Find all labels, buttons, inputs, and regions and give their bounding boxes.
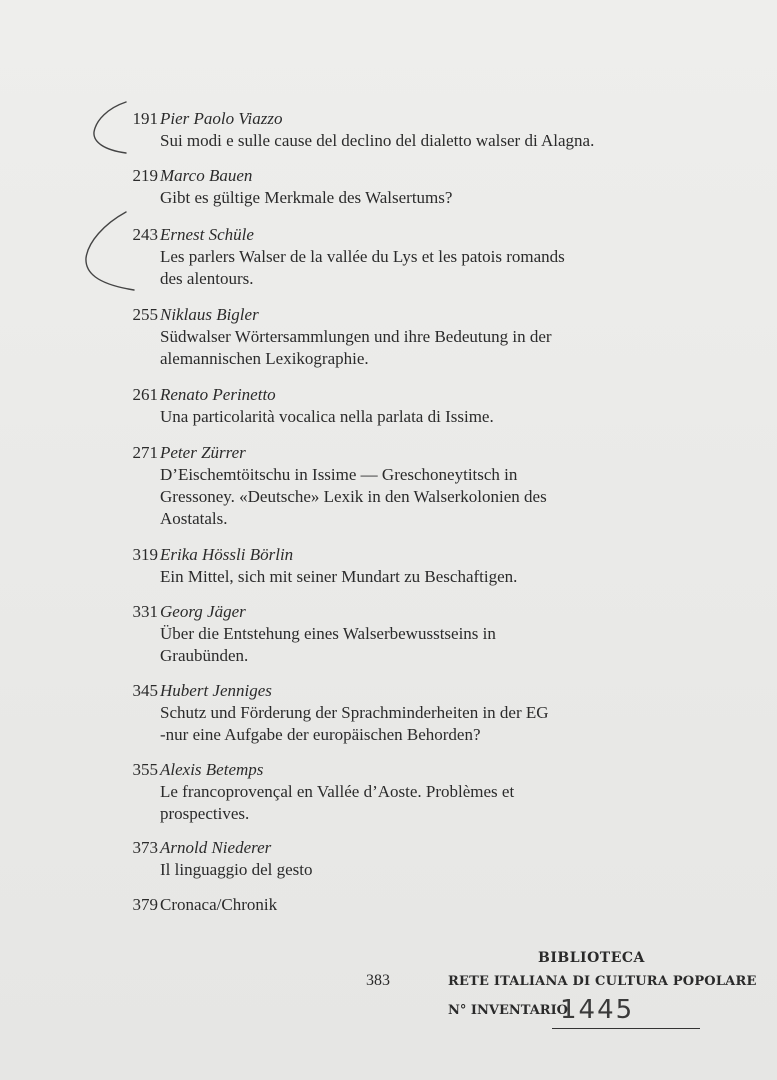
entry-author: Peter Zürrer [160, 443, 246, 462]
entry-page-number: 219 [132, 166, 158, 185]
entry-page-number: 191 [132, 109, 158, 128]
entry-title: Südwalser Wörtersammlungen und ihre Bedeutung in der alemannischen Lexikographie. [160, 327, 552, 368]
stamp-library-label: BIBLIOTECA [538, 950, 645, 966]
stamp-inventory-label: N° INVENTARIO [448, 1003, 569, 1018]
entry-page-number: 373 [132, 838, 158, 857]
entry-title: Über die Entstehung eines Walserbewusstseins in Graubünden. [160, 624, 496, 665]
entry-title: Les parlers Walser de la vallée du Lys et les patois romands des alentours. [160, 247, 565, 288]
entry-page-number: 355 [132, 760, 158, 779]
entry-page-number: 261 [132, 385, 158, 404]
entry-page-number: 271 [132, 443, 158, 462]
entry-title: Ein Mittel, sich mit seiner Mundart zu Beschaftigen. [160, 567, 518, 586]
pen-bracket-mark-2 [80, 208, 140, 296]
entry-title: Schutz und Förderung der Sprachminderheiten in der EG -nur eine Aufgabe der europäischen Behorden? [160, 703, 549, 744]
entry-title: Sui modi e sulle cause del declino del dialetto walser di Alagna. [160, 131, 595, 150]
entry-title: Gibt es gültige Merkmale des Walsertums? [160, 188, 453, 207]
entry-title: Una particolarità vocalica nella parlata di Issime. [160, 407, 494, 426]
entry-author: Alexis Betemps [160, 760, 264, 779]
entry-author: Renato Perinetto [160, 385, 276, 404]
entry-title: D’Eischemtöitschu in Issime — Greschoneytitsch in Gressoney. «Deutsche» Lexik in den Walserkolonien des Aostatals. [160, 465, 547, 528]
entry-page-number: 243 [132, 225, 158, 244]
entry-page-number: 379 [132, 895, 158, 914]
inventory-underline [552, 1028, 700, 1029]
handwritten-inventory-number: 1445 [560, 995, 635, 1025]
entry-author: Georg Jäger [160, 602, 246, 621]
entry-author: Hubert Jenniges [160, 681, 272, 700]
page-number: 383 [366, 972, 390, 989]
entry-author: Niklaus Bigler [160, 305, 259, 324]
entry-page-number: 319 [132, 545, 158, 564]
entry-author: Ernest Schüle [160, 225, 254, 244]
stamp-network-label: RETE ITALIANA DI CULTURA POPOLARE [448, 974, 757, 989]
entry-author: Arnold Niederer [160, 838, 272, 857]
entry-title: Il linguaggio del gesto [160, 860, 313, 879]
entry-page-number: 331 [132, 602, 158, 621]
entry-author: Marco Bauen [160, 166, 253, 185]
entry-author: Pier Paolo Viazzo [160, 109, 283, 128]
entry-author: Erika Hössli Börlin [160, 545, 294, 564]
entry-page-number: 255 [132, 305, 158, 324]
entry-page-number: 345 [132, 681, 158, 700]
entry-title: Cronaca/Chronik [160, 895, 278, 914]
entry-title: Le francoprovençal en Vallée d’Aoste. Problèmes et prospectives. [160, 782, 515, 823]
